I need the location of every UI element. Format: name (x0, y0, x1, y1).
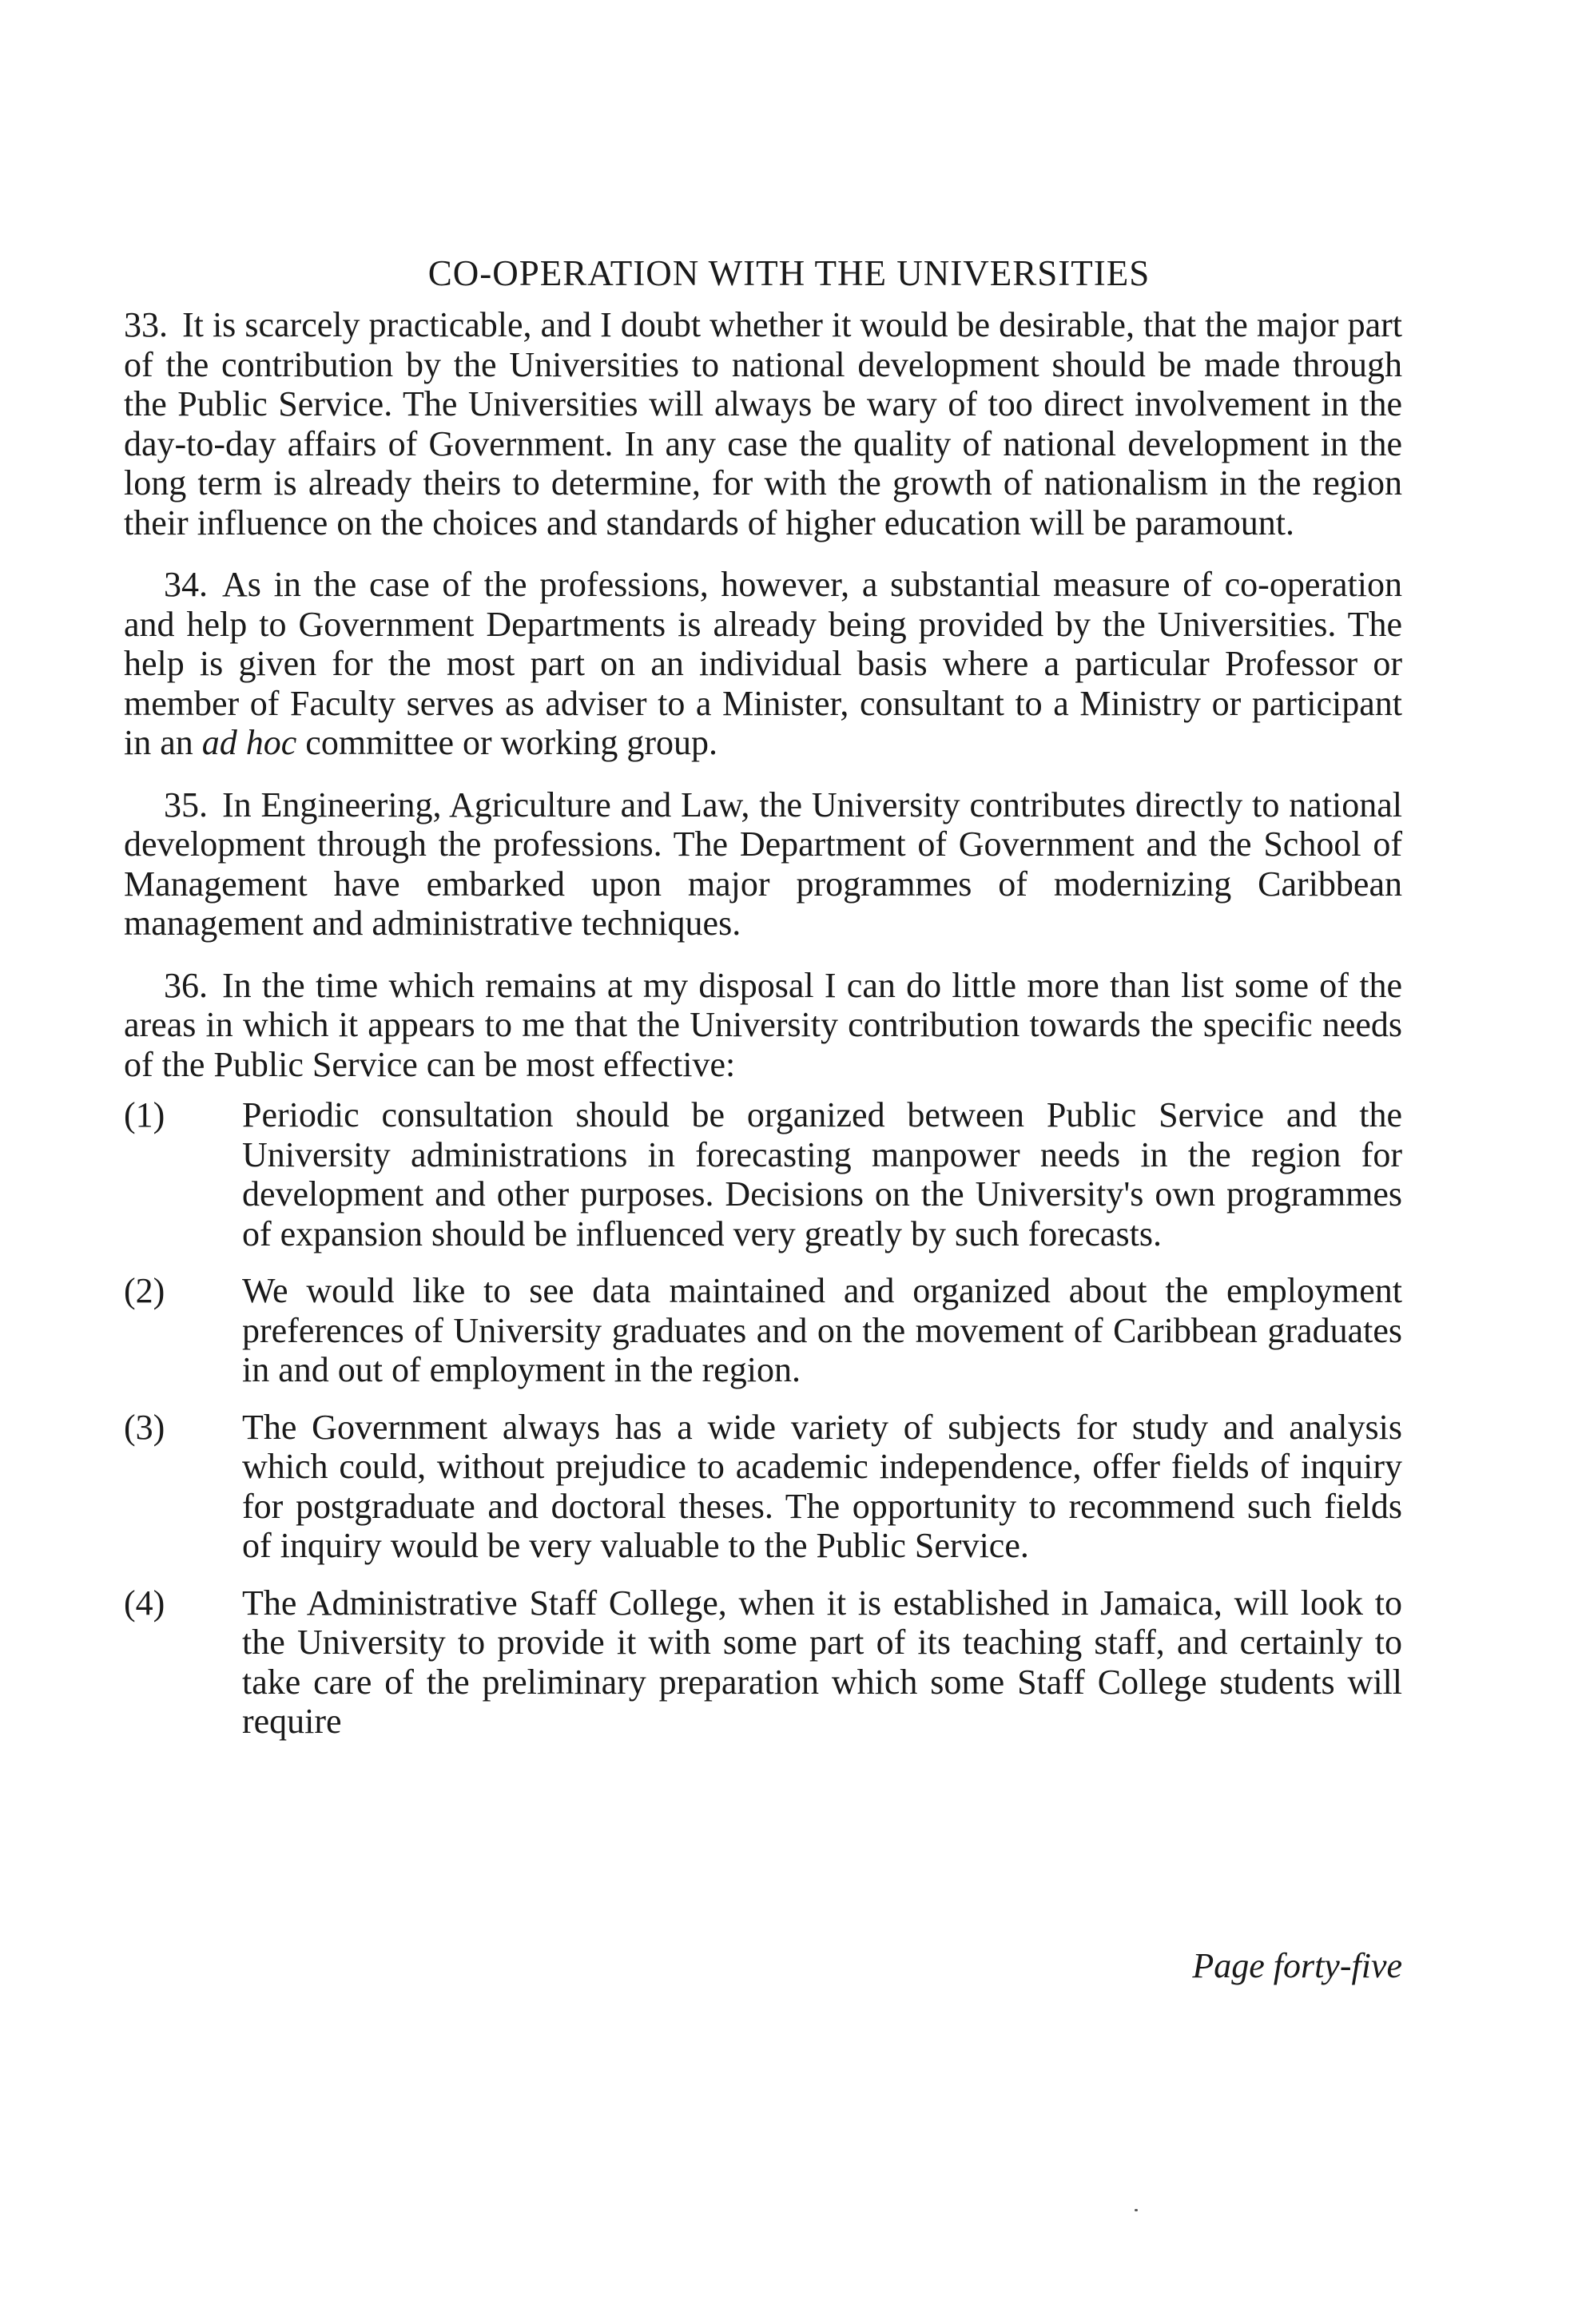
paragraph-number: 36. (164, 965, 208, 1005)
list-item-text: The Administrative Staff College, when it is established in Jamaica, will look to the University to provide it with some part of its teaching staff, and certainly to take care of the preliminary preparation which some Staff College students will require (242, 1583, 1402, 1741)
scan-speck (1135, 2209, 1138, 2211)
list-item (124, 1583, 1402, 1742)
list-item-text: Periodic consultation should be organized between Public Service and the University administrations in forecasting manpower needs in the region for development and other purposes. Decisions on the University's own programmes of expansion should be influenced very greatly by such forecasts. (242, 1095, 1402, 1253)
italic-term: ad hoc (201, 723, 297, 762)
numbered-list (124, 1095, 1402, 1742)
paragraph-33 (124, 305, 1402, 542)
paragraph-35 (124, 785, 1402, 944)
list-item (124, 1095, 1402, 1253)
list-item-text: We would like to see data maintained and organized about the employment preferences of University graduates and on the movement of Caribbean graduates in and out of employment in the region. (242, 1271, 1402, 1389)
list-item-number: (2) (124, 1271, 165, 1310)
list-item-number: (3) (124, 1407, 165, 1447)
list-item (124, 1408, 1402, 1566)
paragraph-text: In Engineering, Agriculture and Law, the University contributes directly to national development through the professions. The Department of Government and the School of Management have embarked upon major programmes of modernizing Caribbean management and administrative techniques. (124, 785, 1402, 943)
paragraph-number: 35. (164, 785, 208, 824)
paragraph-number: 33. (124, 305, 168, 344)
paragraph-36 (124, 966, 1402, 1085)
paragraph-34 (124, 565, 1402, 763)
list-item-number: (1) (124, 1095, 165, 1134)
paragraph-text-continued: committee or working group. (305, 723, 717, 762)
body-text (124, 305, 1402, 1759)
section-heading: CO-OPERATION WITH THE UNIVERSITIES (427, 253, 1151, 293)
paragraph-text: In the time which remains at my disposal I can do little more than list some of the areas in which it appears to me that the University contribution towards the specific needs of the Public Service can be most effective: (124, 965, 1402, 1084)
list-item (124, 1271, 1402, 1390)
paragraph-text: It is scarcely practicable, and I doubt whether it would be desirable, that the major part of the contribution by the Universities to national development should be made through the Public Service. The Universities will always be wary of too direct involvement in the day-to-day affairs of Government. In any case the quality of national development in the long term is already theirs to determine, for with the growth of nationalism in the region their influence on the choices and standards of higher education will be paramount. (124, 305, 1402, 542)
page-number-footer: Page forty-five (1192, 1946, 1402, 1985)
paragraph-number: 34. (164, 565, 208, 604)
paragraph-text: As in the case of the professions, however, a substantial measure of co-operation and help to Government Departments is already being provided by the Universities. The help is given for the most part on an individual basis where a particular Professor or member of Faculty serves as adviser to a Minister, consultant to a Ministry or participant in an (124, 565, 1402, 762)
list-item-number: (4) (124, 1583, 165, 1623)
list-item-text: The Government always has a wide variety of subjects for study and analysis which could, without prejudice to academic independence, offer fields of inquiry for postgraduate and doctoral theses. The opportunity to recommend such fields of inquiry would be very valuable to the Public Service. (242, 1407, 1402, 1565)
